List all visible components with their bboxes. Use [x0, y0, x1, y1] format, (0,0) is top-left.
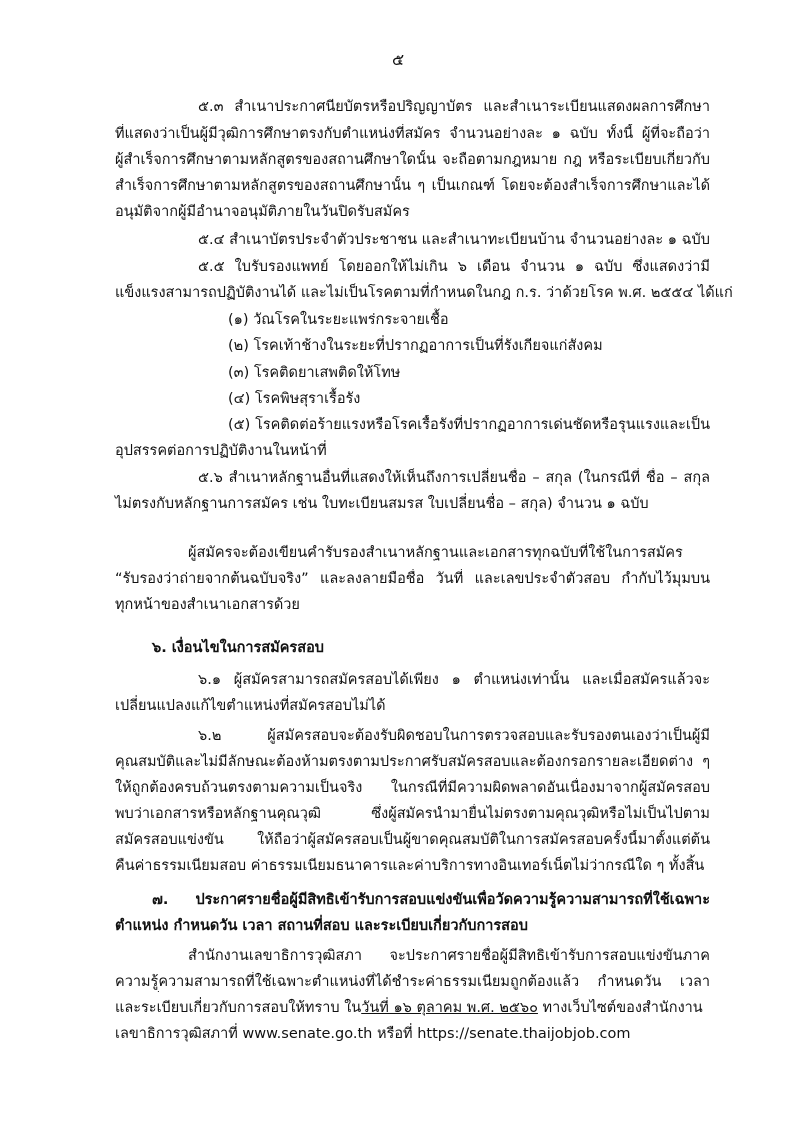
section-6-heading: ๖. เงื่อนไขในการสมัครสอบ — [152, 640, 324, 656]
certify-line: ผู้สมัครจะต้องเขียนคำรับรองสำเนาหลักฐานและเอกสารทุกฉบับที่ใช้ในการสมัคร — [188, 545, 683, 561]
section-5-5-line: แข็งแรงสามารถปฏิบัติงานได้ และไม่เป็นโรคตามที่กำหนดในกฎ ก.ร. ว่าด้วยโรค พ.ศ. ๒๕๕๔ ได้แก่ — [115, 285, 733, 301]
section-5-5-line: ๕.๕ ใบรับรองแพทย์ โดยออกให้ไม่เกิน ๖ เดือน จำนวน ๑ ฉบับ ซึ่งแสดงว่ามี — [198, 259, 710, 275]
section-6-2-line: คุณสมบัติและไม่มีลักษณะต้องห้ามตรงตามประกาศรับสมัครสอบและต้องกรอกรายละเอียดต่าง ๆ — [115, 754, 710, 770]
section-7-heading: ๗. ประกาศรายชื่อผู้มีสิทธิเข้ารับการสอบแข่งขันเพื่อวัดความรู้ความสามารถที่ใช้เฉพาะ — [152, 892, 710, 908]
section-6-2-line: ๖.๒ ผู้สมัครสอบจะต้องรับผิดชอบในการตรวจสอบและรับรองตนเองว่าเป็นผู้มี — [198, 728, 710, 744]
certify-line: ทุกหน้าของสำเนาเอกสารด้วย — [115, 597, 300, 613]
section-7-line: สำนักงานเลขาธิการวุฒิสภา จะประกาศรายชื่อผู้มีสิทธิเข้ารับการสอบแข่งขันภาค — [188, 948, 710, 964]
text: หรือที่ — [372, 1026, 418, 1042]
text: ทางเว็บไซต์ของสำนักงาน — [537, 1000, 703, 1016]
section-5-3-line: ที่แสดงว่าเป็นผู้มีวุฒิการศึกษาตรงกับตำแหน่งที่สมัคร จำนวนอย่างละ ๑ ฉบับ ทั้งนี้ ผู้ที่จะถือว่า — [115, 126, 710, 142]
section-7-line: ความรู้ความสามารถที่ใช้เฉพาะตำแหน่งที่ได้ชำระค่าธรรมเนียมถูกต้องแล้ว กำหนดวัน เวลา — [115, 974, 710, 990]
section-7-line — [115, 998, 703, 1018]
thaijobjob-url[interactable]: https://senate.thaijobjob.com — [417, 1026, 631, 1042]
section-5-6-line: ๕.๖ สำเนาหลักฐานอื่นที่แสดงให้เห็นถึงการเปลี่ยนชื่อ – สกุล (ในกรณีที่ ชื่อ – สกุล — [198, 470, 710, 486]
text: เลขาธิการวุฒิสภาที่ — [115, 1026, 243, 1042]
section-6-2-line: สมัครสอบแข่งขัน ให้ถือว่าผู้สมัครสอบเป็นผู้ขาดคุณสมบัติในการสมัครสอบครั้งนี้มาตั้งแต่ต้น — [115, 832, 710, 848]
disease-item: (๕) โรคติดต่อร้ายแรงหรือโรคเรื้อรังที่ปรากฏอาการเด่นชัดหรือรุนแรงและเป็น — [228, 417, 710, 433]
disease-item: (๑) วัณโรคในระยะแพร่กระจายเชื้อ — [228, 312, 449, 328]
disease-item: (๔) โรคพิษสุราเรื้อรัง — [228, 391, 361, 407]
certify-line: “รับรองว่าถ่ายจากต้นฉบับจริง” และลงลายมือชื่อ วันที่ และเลขประจำตัวสอบ กำกับไว้มุมบน — [115, 571, 710, 587]
disease-item: อุปสรรคต่อการปฏิบัติงานในหน้าที่ — [115, 443, 327, 459]
section-6-2-line: คืนค่าธรรมเนียมสอบ ค่าธรรมเนียมธนาคารและค่าบริการทางอินเทอร์เน็ตไม่ว่ากรณีใด ๆ ทั้งสิ้น — [115, 858, 705, 874]
page-number: ๕ — [392, 50, 405, 69]
section-6-1-line: เปลี่ยนแปลงแก้ไขตำแหน่งที่สมัครสอบไม่ได้ — [115, 698, 386, 714]
section-5-3-line: อนุมัติจากผู้มีอำนาจอนุมัติภายในวันปิดรับสมัคร — [115, 204, 410, 220]
section-6-2-line: ให้ถูกต้องครบถ้วนตรงตามความเป็นจริง ในกรณีที่มีความผิดพลาดอันเนื่องมาจากผู้สมัครสอบ — [115, 780, 710, 796]
section-7-heading: ตำแหน่ง กำหนดวัน เวลา สถานที่สอบ และระเบียบเกี่ยวกับการสอบ — [115, 918, 528, 934]
section-5-3-line: ๕.๓ สำเนาประกาศนียบัตรหรือปริญญาบัตร และสำเนาระเบียนแสดงผลการศึกษา — [198, 99, 710, 115]
senate-url[interactable]: www.senate.go.th — [242, 1026, 373, 1042]
section-6-2-line: พบว่าเอกสารหรือหลักฐานคุณวุฒิ ซึ่งผู้สมัครนำมายื่นไม่ตรงตามคุณวุฒิหรือไม่เป็นไปตาม — [115, 806, 710, 822]
section-5-3-line: ผู้สำเร็จการศึกษาตามหลักสูตรของสถานศึกษาใดนั้น จะถือตามกฎหมาย กฎ หรือระเบียบเกี่ยวกับ — [115, 152, 710, 168]
section-6-1-line: ๖.๑ ผู้สมัครสามารถสมัครสอบได้เพียง ๑ ตำแหน่งเท่านั้น และเมื่อสมัครแล้วจะ — [198, 672, 710, 688]
section-5-3-line: สำเร็จการศึกษาตามหลักสูตรของสถานศึกษานั้น ๆ เป็นเกณฑ์ โดยจะต้องสำเร็จการศึกษาและได้ — [115, 178, 710, 194]
text: และระเบียบเกี่ยวกับการสอบให้ทราบ ใน — [115, 1000, 362, 1016]
disease-item: (๓) โรคติดยาเสพติดให้โทษ — [228, 365, 401, 381]
section-5-6-line: ไม่ตรงกับหลักฐานการสมัคร เช่น ใบทะเบียนสมรส ใบเปลี่ยนชื่อ – สกุล) จำนวน ๑ ฉบับ — [115, 496, 649, 512]
section-5-4: ๕.๔ สำเนาบัตรประจำตัวประชาชน และสำเนาทะเบียนบ้าน จำนวนอย่างละ ๑ ฉบับ — [198, 232, 710, 248]
section-7-line — [115, 1024, 631, 1044]
disease-item: (๒) โรคเท้าช้างในระยะที่ปรากฏอาการเป็นที่รังเกียจแก่สังคม — [228, 338, 603, 354]
announcement-date: วันที่ ๑๖ ตุลาคม พ.ศ. ๒๕๖๐ — [361, 1000, 538, 1016]
